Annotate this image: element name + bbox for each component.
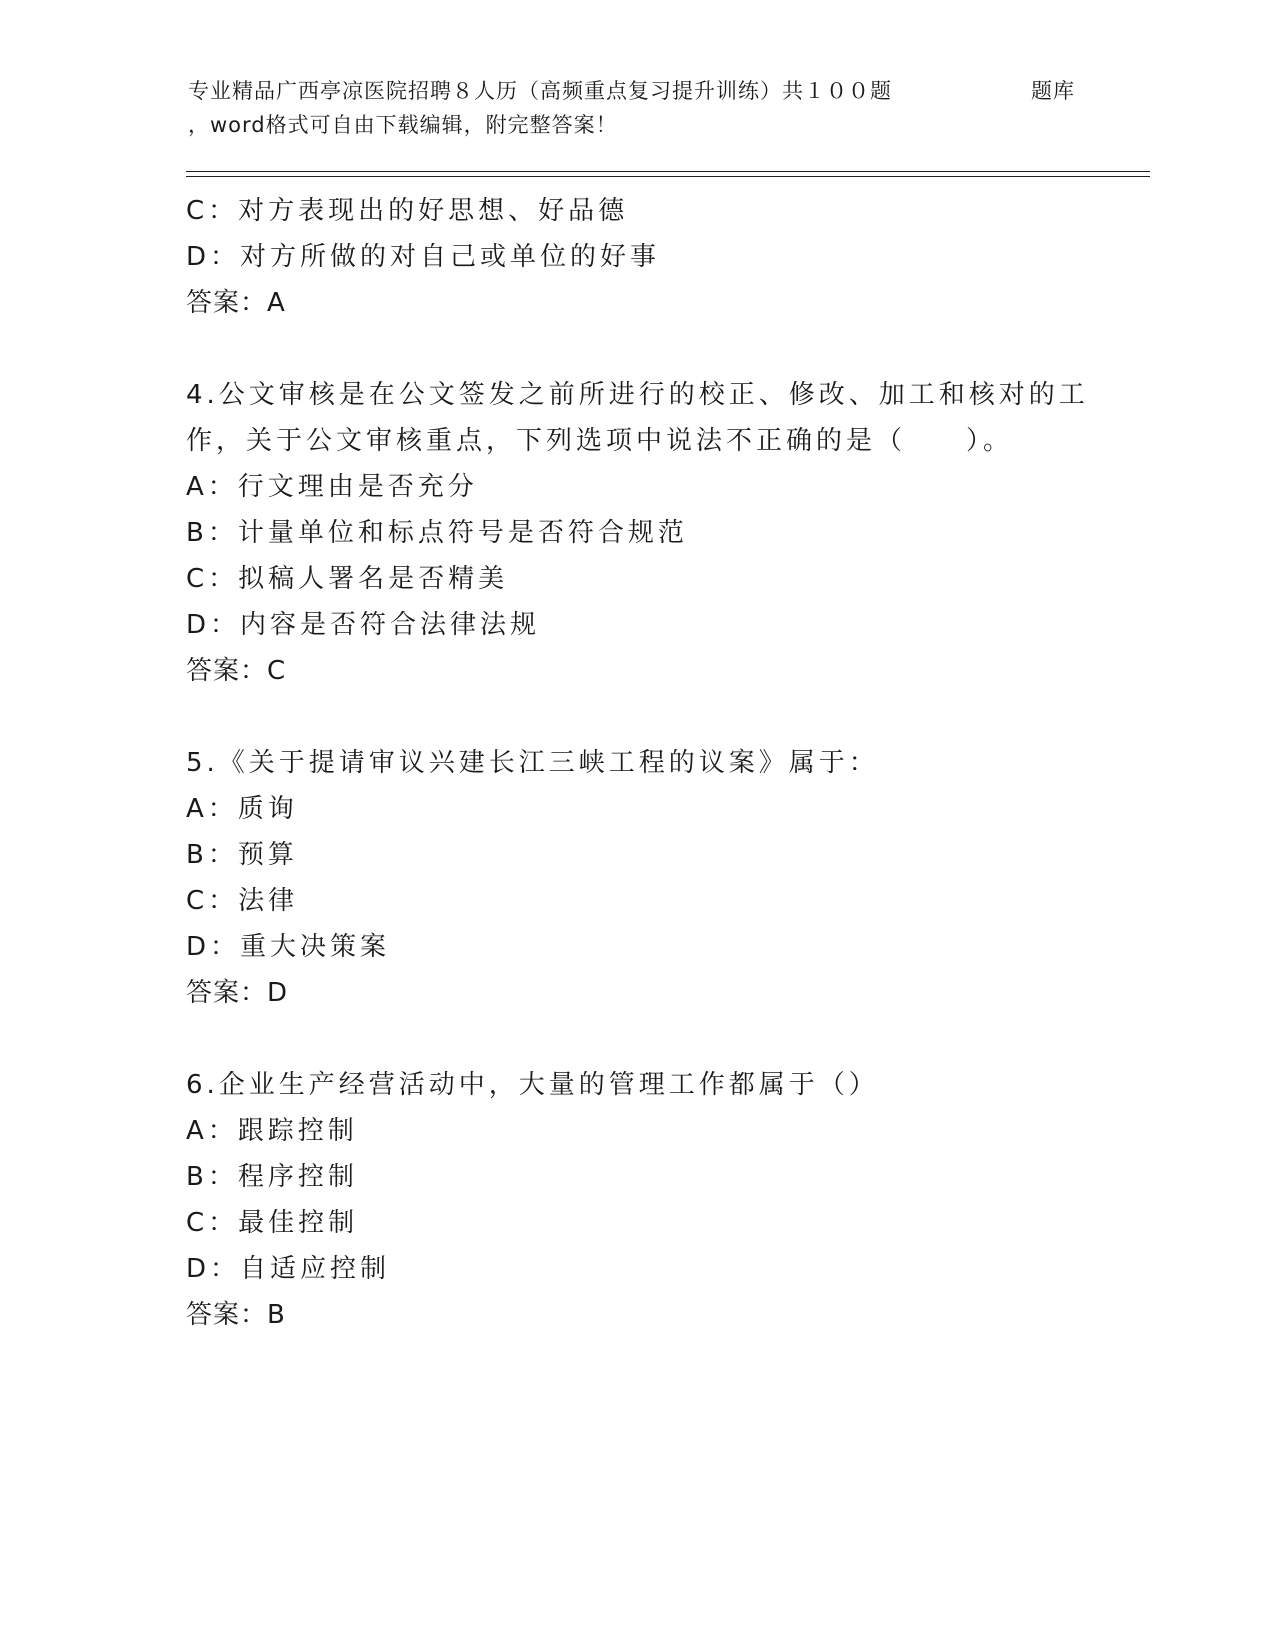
option-c: C：拟稿人署名是否精美 (186, 564, 509, 594)
option-c: C：对方表现出的好思想、好品德 (186, 196, 629, 226)
option-b: B：计量单位和标点符号是否符合规范 (186, 518, 688, 548)
document-header (188, 74, 1088, 142)
header-subtitle: ，word格式可自由下载编辑，附完整答案！ (188, 113, 618, 137)
question-text-cont: 作，关于公文审核重点，下列选项中说法不正确的是（ ）。 (186, 426, 1014, 456)
option-d: D：自适应控制 (186, 1254, 391, 1284)
option-c: C：最佳控制 (186, 1208, 359, 1238)
option-c: C：法律 (186, 886, 299, 916)
answer: 答案：A (186, 288, 286, 318)
option-a: A：质询 (186, 794, 298, 824)
question-text: 5.《关于提请审议兴建长江三峡工程的议案》属于： (186, 748, 879, 778)
option-a: A：行文理由是否充分 (186, 472, 478, 502)
header-divider-top (186, 171, 1150, 172)
question-3-tail (186, 188, 1116, 326)
option-d: D：对方所做的对自己或单位的好事 (186, 242, 661, 272)
question-text: 4.公文审核是在公文签发之前所进行的校正、修改、加工和核对的工 (186, 380, 1089, 410)
header-tag: 题库 (1031, 79, 1075, 103)
answer: 答案：C (186, 656, 287, 686)
option-b: B：程序控制 (186, 1162, 358, 1192)
question-6 (186, 1062, 1116, 1338)
answer: 答案：B (186, 1300, 286, 1330)
option-d: D：重大决策案 (186, 932, 391, 962)
option-d: D：内容是否符合法律法规 (186, 610, 541, 640)
question-4 (186, 372, 1116, 694)
spacer (186, 326, 1116, 372)
header-title: 专业精品广西亭凉医院招聘８人历（高频重点复习提升训练）共１００题 (188, 79, 892, 103)
spacer (186, 694, 1116, 740)
answer: 答案：D (186, 978, 289, 1008)
spacer (186, 1016, 1116, 1062)
header-divider-bottom (186, 176, 1150, 177)
question-5 (186, 740, 1116, 1016)
option-a: A：跟踪控制 (186, 1116, 358, 1146)
option-b: B：预算 (186, 840, 298, 870)
question-text: 6.企业生产经营活动中，大量的管理工作都属于（） (186, 1070, 879, 1100)
question-list (186, 188, 1116, 1338)
